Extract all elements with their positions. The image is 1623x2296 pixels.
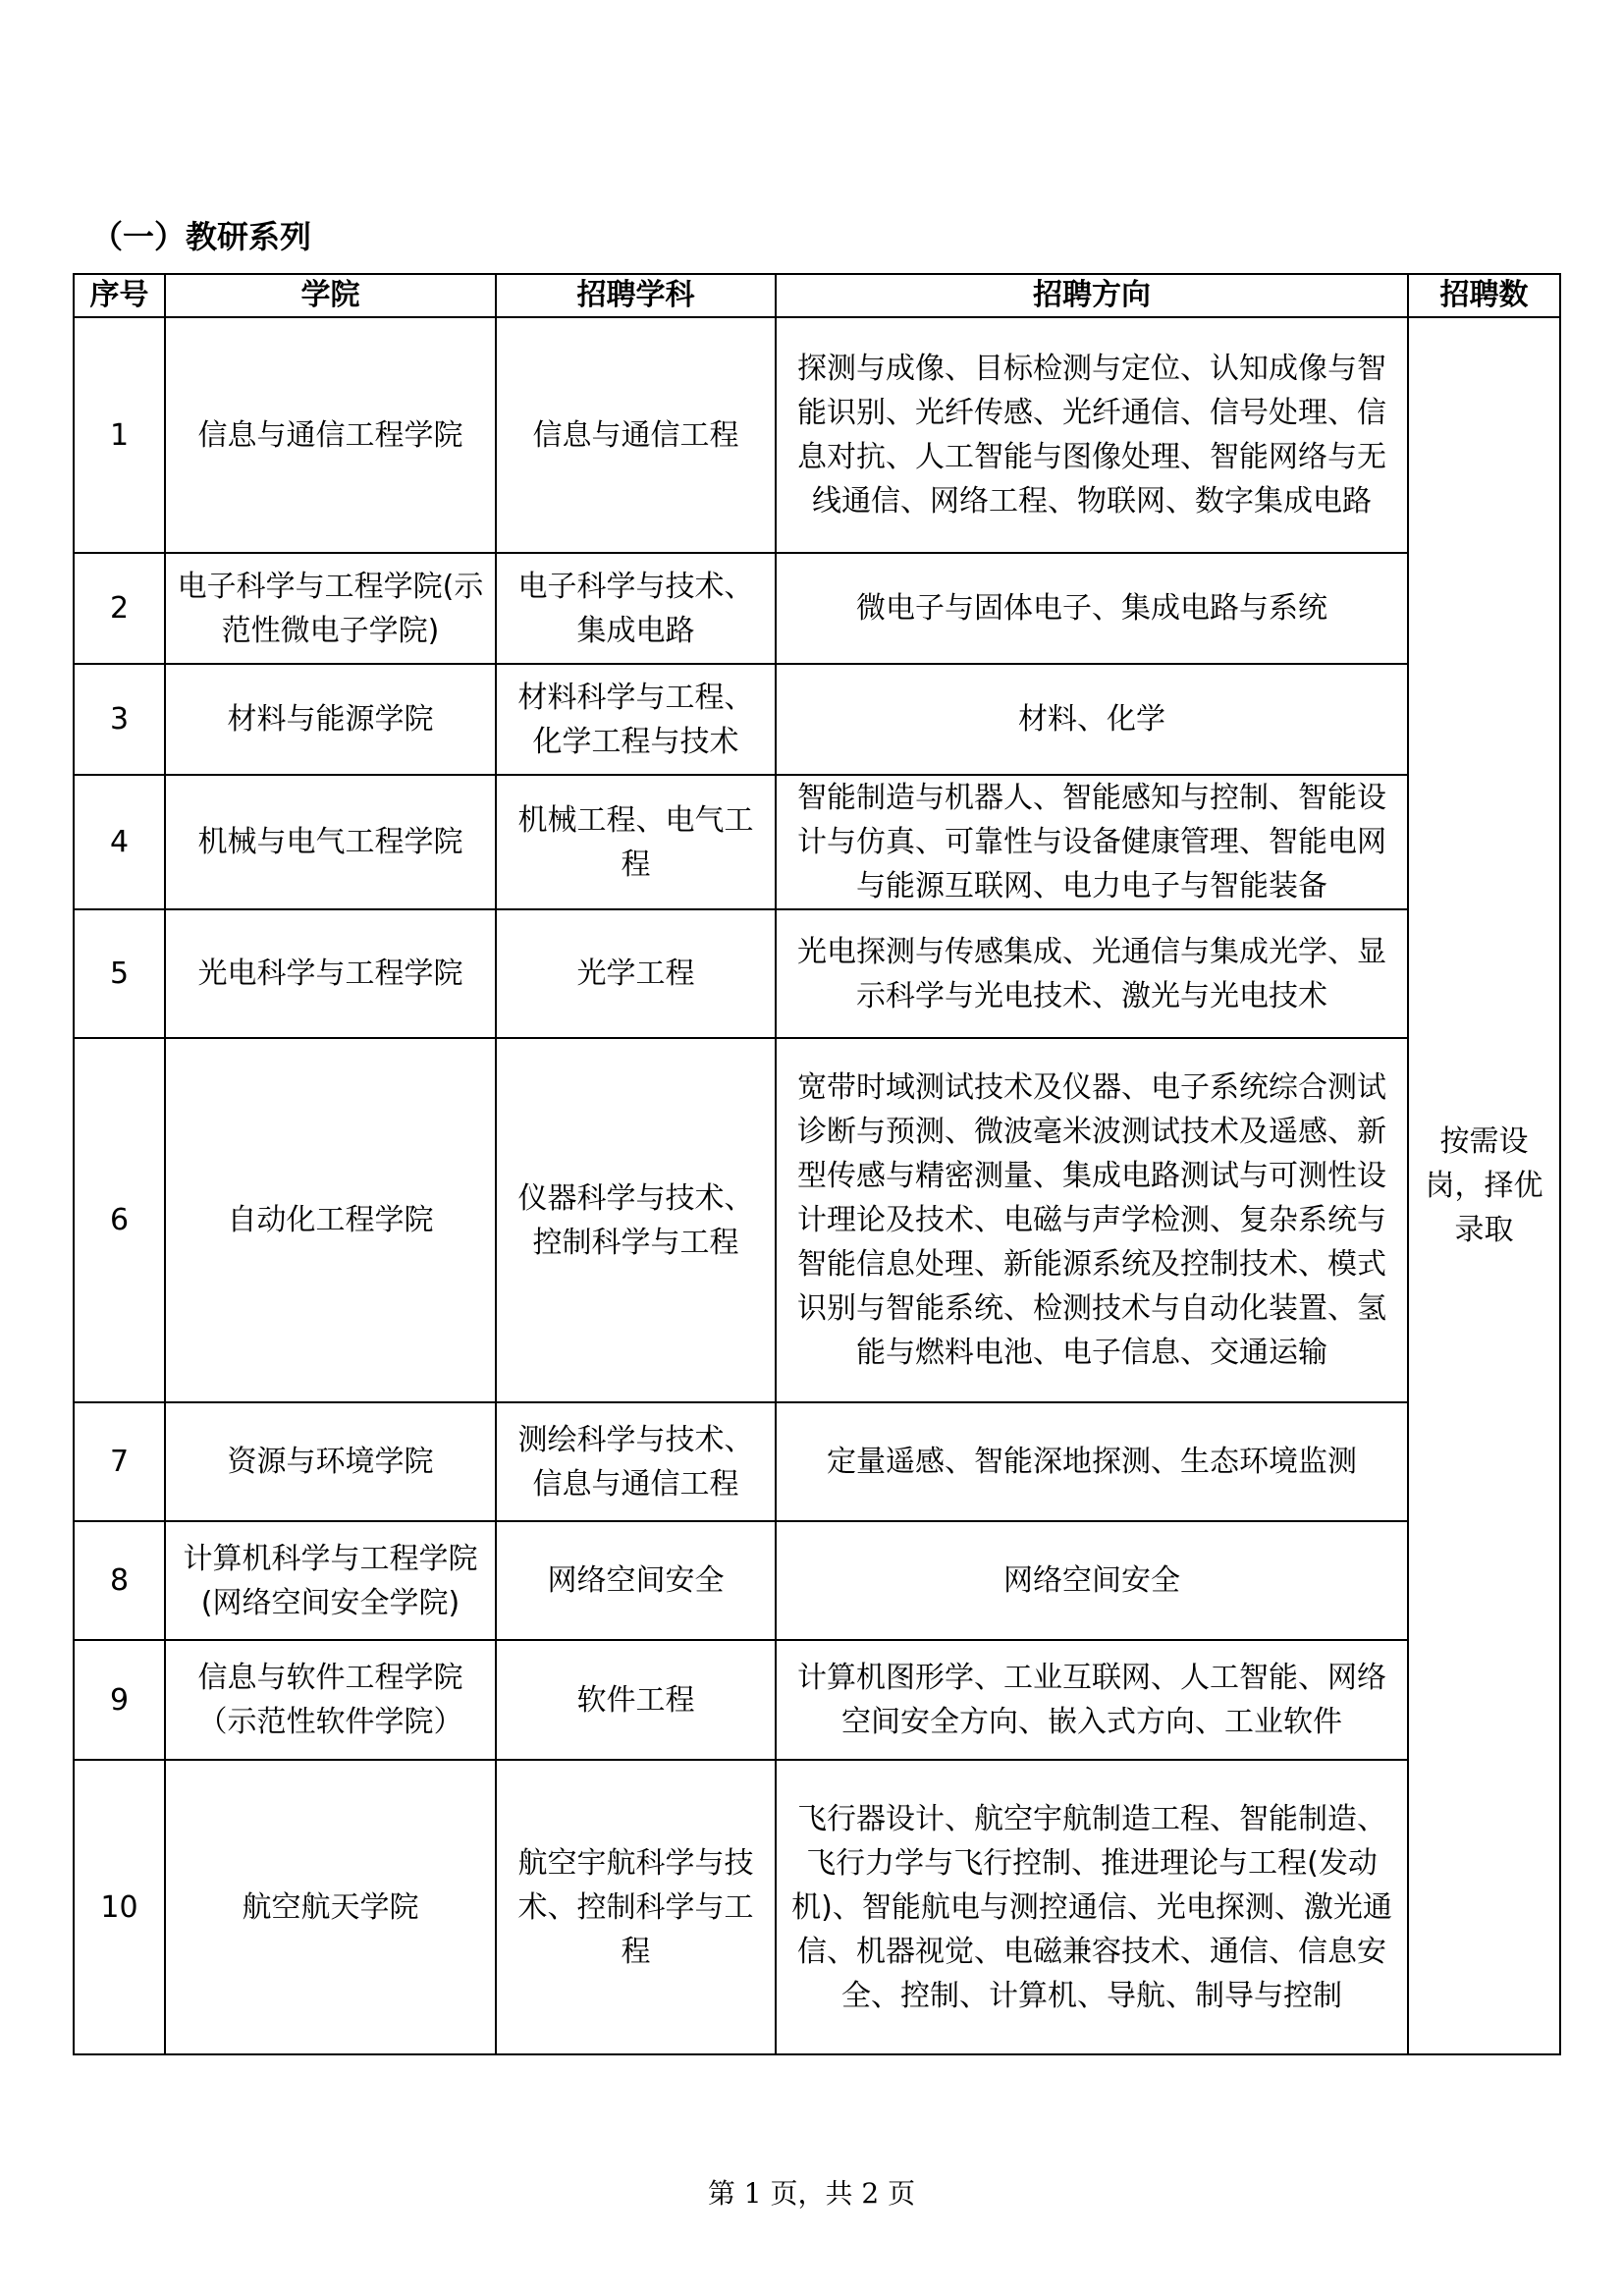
row-no: 4 [74,775,165,909]
row-college: 电子科学与工程学院(示范性微电子学院) [165,553,496,664]
row-direction: 光电探测与传感集成、光通信与集成光学、显示科学与光电技术、激光与光电技术 [776,909,1408,1038]
row-no: 10 [74,1760,165,2054]
row-direction: 网络空间安全 [776,1521,1408,1640]
row-discipline: 材料科学与工程、化学工程与技术 [496,664,776,775]
quota-cell: 按需设岗，择优录取 [1408,317,1560,2054]
row-college: 材料与能源学院 [165,664,496,775]
table-row [74,1640,1560,1760]
row-discipline: 信息与通信工程 [496,317,776,553]
row-no: 2 [74,553,165,664]
header-direction: 招聘方向 [776,274,1408,317]
row-college: 信息与通信工程学院 [165,317,496,553]
row-college: 计算机科学与工程学院(网络空间安全学院) [165,1521,496,1640]
row-direction: 微电子与固体电子、集成电路与系统 [776,553,1408,664]
table-row [74,775,1560,909]
table-row [74,317,1560,553]
row-direction: 定量遥感、智能深地探测、生态环境监测 [776,1402,1408,1521]
row-no: 6 [74,1038,165,1402]
row-no: 5 [74,909,165,1038]
row-direction: 探测与成像、目标检测与定位、认知成像与智能识别、光纤传感、光纤通信、信号处理、信息对抗、人工智能与图像处理、智能网络与无线通信、网络工程、物联网、数字集成电路 [776,317,1408,553]
row-college: 航空航天学院 [165,1760,496,2054]
row-college: 资源与环境学院 [165,1402,496,1521]
row-discipline: 测绘科学与技术、信息与通信工程 [496,1402,776,1521]
row-college: 机械与电气工程学院 [165,775,496,909]
row-discipline: 网络空间安全 [496,1521,776,1640]
header-college: 学院 [165,274,496,317]
row-direction: 飞行器设计、航空宇航制造工程、智能制造、飞行力学与飞行控制、推进理论与工程(发动机)、智能航电与测控通信、光电探测、激光通信、机器视觉、电磁兼容技术、通信、信息安全、控制、计算机、导航、制导与控制 [776,1760,1408,2054]
row-college: 光电科学与工程学院 [165,909,496,1038]
row-college: 自动化工程学院 [165,1038,496,1402]
row-discipline: 软件工程 [496,1640,776,1760]
row-no: 1 [74,317,165,553]
row-discipline: 机械工程、电气工程 [496,775,776,909]
row-discipline: 航空宇航科学与技术、控制科学与工程 [496,1760,776,2054]
header-no: 序号 [74,274,165,317]
section-title: （一）教研系列 [91,218,312,255]
table-row [74,1402,1560,1521]
row-direction: 材料、化学 [776,664,1408,775]
row-direction: 计算机图形学、工业互联网、人工智能、网络空间安全方向、嵌入式方向、工业软件 [776,1640,1408,1760]
header-discipline: 招聘学科 [496,274,776,317]
table-row [74,1760,1560,2054]
table-row [74,1038,1560,1402]
table-row [74,909,1560,1038]
row-no: 3 [74,664,165,775]
row-direction: 宽带时域测试技术及仪器、电子系统综合测试诊断与预测、微波毫米波测试技术及遥感、新型传感与精密测量、集成电路测试与可测性设计理论及技术、电磁与声学检测、复杂系统与智能信息处理、新能源系统及控制技术、模式识别与智能系统、检测技术与自动化装置、氢能与燃料电池、电子信息、交通运输 [776,1038,1408,1402]
row-college: 信息与软件工程学院（示范性软件学院） [165,1640,496,1760]
recruitment-table [73,273,1561,2055]
header-quota: 招聘数 [1408,274,1560,317]
row-no: 9 [74,1640,165,1760]
table-row [74,553,1560,664]
table-row [74,664,1560,775]
row-direction: 智能制造与机器人、智能感知与控制、智能设计与仿真、可靠性与设备健康管理、智能电网与能源互联网、电力电子与智能装备 [776,775,1408,909]
row-discipline: 电子科学与技术、集成电路 [496,553,776,664]
page-footer: 第 1 页，共 2 页 [707,2177,916,2210]
row-no: 8 [74,1521,165,1640]
table-row [74,1521,1560,1640]
row-no: 7 [74,1402,165,1521]
row-discipline: 光学工程 [496,909,776,1038]
table-header-row [74,274,1560,317]
row-discipline: 仪器科学与技术、控制科学与工程 [496,1038,776,1402]
